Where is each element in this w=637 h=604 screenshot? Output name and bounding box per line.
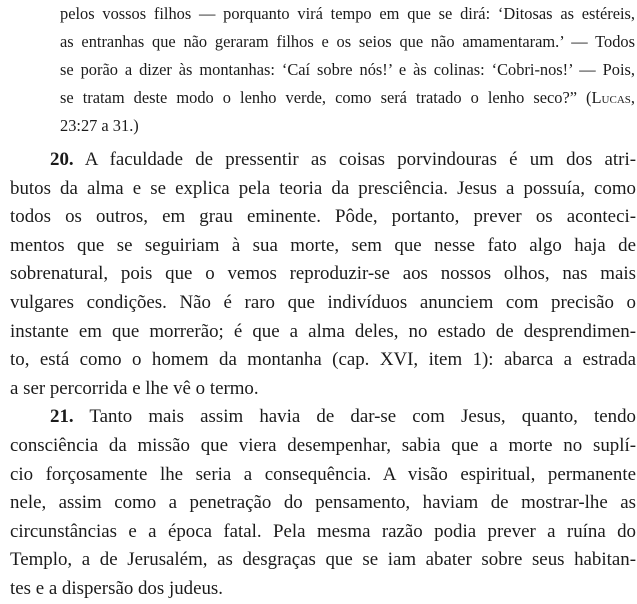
quote-line: pelos vossos filhos — porquanto virá tempo em que se dirá: ‘Ditosas as estéreis,	[60, 4, 635, 23]
quote-line: se porão a dizer às montanhas: ‘Caí sobre nós!’ e às colinas: ‘Cobri-nos!’ — Pois,	[60, 60, 635, 79]
paragraph-line: consciência da missão que viera desempenhar, sabia que a morte no suplí-	[10, 434, 636, 456]
paragraph-21-first-line: 21. Tanto mais assim havia de dar-se com Jesus, quanto, tendo	[50, 406, 636, 428]
paragraph-20-first-line: 20. A faculdade de pressentir as coisas porvindouras é um dos atri-	[50, 149, 636, 170]
paragraph-line: to, está como o homem da montanha (cap. XVI, item 1): abarca a estrada	[10, 349, 636, 371]
paragraph-line: Templo, a de Jerusalém, as desgraças que se iam abater sobre seus habitan-	[10, 549, 636, 571]
paragraph-line: vulgares condições. Não é raro que indivíduos anunciem com precisão o	[10, 291, 636, 313]
paragraph-line: butos da alma e se explica pela teoria da presciência. Jesus a possuía, como	[10, 177, 636, 199]
citation-author: Lucas	[591, 88, 631, 107]
scripture-quote	[60, 0, 635, 140]
paragraph-number-21: 21.	[50, 406, 74, 428]
citation-reference: 23:27 a 31.)	[60, 116, 139, 135]
paragraph-line: instante em que morrerão; é que a alma deles, no estado de desprendimen-	[10, 320, 636, 342]
paragraph-line: a ser percorrida e lhe vê o termo.	[10, 377, 259, 399]
paragraph-line: circunstâncias e a época fatal. Pela mesma razão podia prever a ruína do	[10, 520, 636, 542]
paragraph-line: nele, assim como a penetração do pensamento, haviam de mostrar-lhe as	[10, 492, 636, 514]
quote-line: as entranhas que não geraram filhos e os seios que não amamentaram.’ — Todos	[60, 32, 635, 51]
paragraph-number-20: 20.	[50, 149, 74, 170]
paragraph-line: tes e a dispersão dos judeus.	[10, 577, 223, 599]
quote-line: se tratam deste modo o lenho verde, como será tratado o lenho seco?” (Lucas,	[60, 88, 635, 107]
paragraph-line: sobrenatural, pois que o vemos reproduzir-se aos nossos olhos, nas mais	[10, 263, 636, 285]
paragraph-line: todos os outros, em grau eminente. Pôde, portanto, prever os aconteci-	[10, 206, 636, 228]
paragraph-line: mentos que se seguiriam à sua morte, sem que nesse fato algo haja de	[10, 234, 636, 256]
paragraph-line: cio forçosamente lhe seria a consequência. A visão espiritual, permanente	[10, 463, 636, 485]
body-text	[10, 146, 636, 604]
